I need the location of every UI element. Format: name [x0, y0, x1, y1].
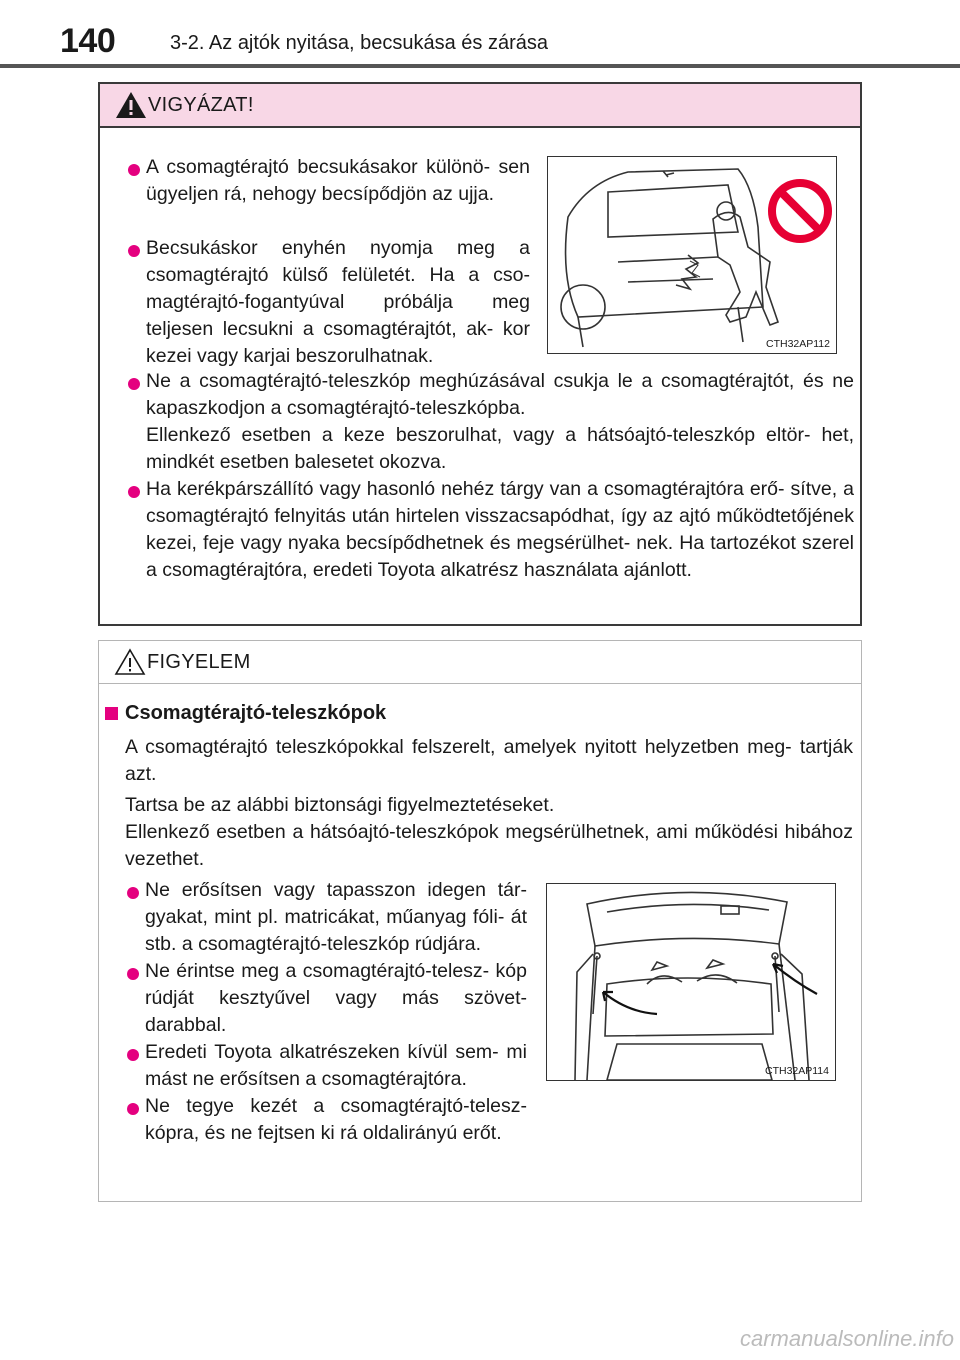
bullet-icon	[127, 1103, 139, 1115]
warning-item-3-continuation: Ellenkező esetben a keze beszorulhat, vagy a hátsóajtó-teleszkóp eltör- het, mindkét esetben balesetet okozva.	[146, 424, 854, 473]
notice-para-1: A csomagtérajtó teleszkópokkal felszerelt, amelyek nyitott helyzetben meg- tartják azt.	[125, 736, 853, 785]
page-number: 140	[60, 22, 116, 60]
figure-label: CTH32AP112	[765, 338, 830, 350]
bullet-icon	[127, 1049, 139, 1061]
tailgate-closing-illustration	[547, 156, 837, 354]
bullet-icon	[128, 486, 140, 498]
warning-header	[100, 84, 860, 128]
tailgate-stays-illustration	[546, 883, 836, 1081]
warning-item-1: A csomagtérajtó becsukásakor különö- sen ügyeljen rá, nehogy becsípődjön az ujja.	[146, 156, 530, 205]
bullet-icon	[128, 378, 140, 390]
header-divider	[0, 64, 960, 68]
warning-box	[98, 82, 862, 626]
notice-para-2: Tartsa be az alábbi biztonsági figyelmeztetéseket.	[125, 794, 555, 816]
section-square-icon	[105, 707, 118, 720]
bullet-icon	[128, 245, 140, 257]
prohibition-sign-icon	[766, 177, 834, 245]
notice-item-1: Ne erősítsen vagy tapasszon idegen tár- gyakat, mint pl. matricákat, műanyag fóli- át stb. a csomagtérajtó-teleszkóp rúdjára.	[145, 879, 527, 955]
notice-header	[99, 641, 861, 684]
page-header	[0, 0, 960, 66]
notice-para-3: Ellenkező esetben a hátsóajtó-teleszkópok megsérülhetnek, ami működési hibához vezethet.	[125, 821, 853, 870]
figure-label: CTH32AP114	[764, 1065, 829, 1077]
warning-label: VIGYÁZAT!	[148, 94, 254, 116]
notice-item-4: Ne tegye kezét a csomagtérajtó-telesz- kópra, és ne fejtsen ki rá oldalirányú erőt.	[145, 1095, 527, 1144]
notice-box	[98, 640, 862, 1202]
warning-item-4: Ha kerékpárszállító vagy hasonló nehéz tárgy van a csomagtérajtóra erő- sítve, a csomagtérajtó felnyitás után hirtelen visszacsapódhat, így az ajtó működtetőjének kezei, feje vagy nyaka becsípődhetnek és megsérülhet- nek. Ha tartozékot szerel a csomagtérajtóra, eredeti Toyota alkatrész használata ajánlott.	[146, 478, 854, 581]
bullet-icon	[127, 887, 139, 899]
section-title: Csomagtérajtó-teleszkópok	[125, 702, 387, 724]
open-tailgate-stays-drawing	[547, 884, 835, 1080]
caution-triangle-outline-icon	[113, 647, 147, 677]
chapter-title: 3-2. Az ajtók nyitása, becsukása és zárása	[170, 32, 548, 54]
warning-item-3: Ne a csomagtérajtó-teleszkóp meghúzásával csukja le a csomagtérajtót, és ne kapaszkodjon a csomagtérajtó-teleszkópba.	[146, 370, 854, 419]
warning-item-2: Becsukáskor enyhén nyomja meg a csomagtérajtó külső felületét. Ha a cso- magtérajtó-fogantyúval próbálja meg teljesen lecsukni a csomagtérajtót, ak- kor kezei vagy karjai beszorulhatnak.	[146, 237, 530, 367]
notice-label: FIGYELEM	[147, 651, 251, 673]
bullet-icon	[127, 968, 139, 980]
notice-item-3: Eredeti Toyota alkatrészeken kívül sem- mi mást ne erősítsen a csomagtérajtóra.	[145, 1041, 527, 1090]
bullet-icon	[128, 164, 140, 176]
warning-triangle-icon	[114, 90, 148, 120]
notice-item-2: Ne érintse meg a csomagtérajtó-telesz- kóp rúdját kesztyűvel vagy más szövet- darabbal.	[145, 960, 527, 1036]
watermark: carmanualsonline.info	[739, 1326, 954, 1351]
